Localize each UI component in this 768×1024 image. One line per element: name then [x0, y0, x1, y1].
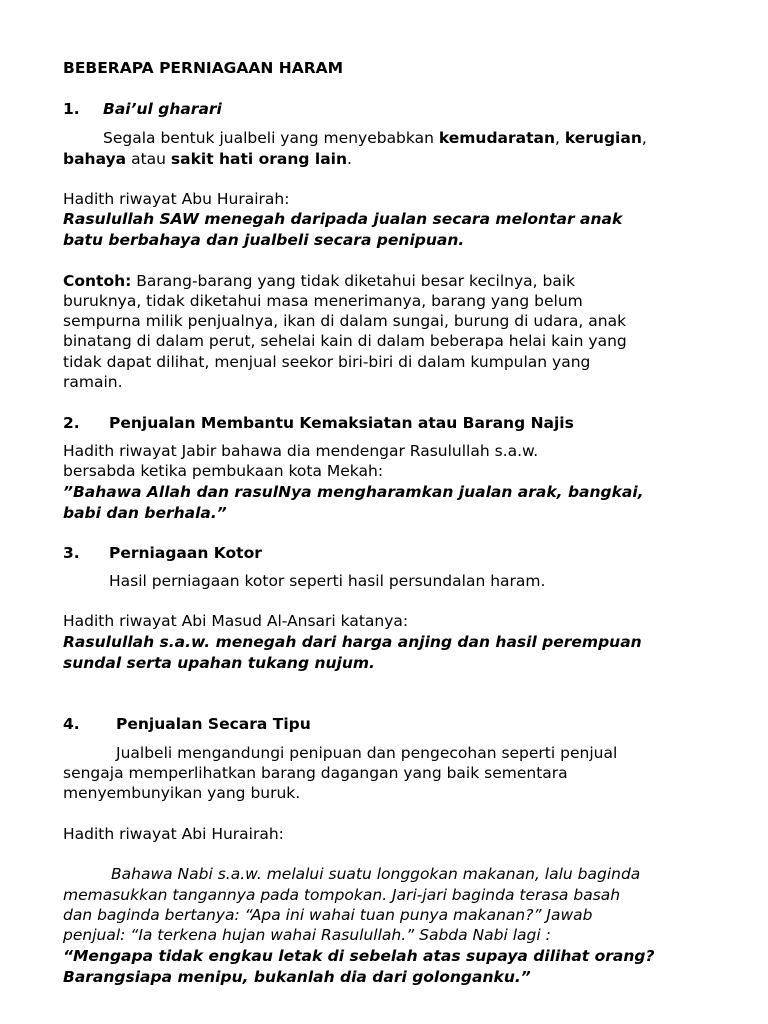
section-4-heading: [63, 714, 311, 734]
section-3-hadith-intro: Hadith riwayat Abi Masud Al-Ansari katanya:: [63, 612, 409, 630]
section-4-title: Penjualan Secara Tipu: [116, 715, 311, 733]
section-4-narration-line-1: Bahawa Nabi s.a.w. melalui suatu longgokan makanan, lalu baginda: [111, 865, 641, 883]
section-2-line-1: Hadith riwayat Jabir bahawa dia mendengar Rasulullah s.a.w.: [63, 442, 539, 460]
section-2-quote-line-1: ”Bahawa Allah dan rasulNya mengharamkan jualan arak, bangkai,: [63, 483, 644, 501]
text-span: ,: [641, 129, 647, 147]
section-4-line-2: sengaja memperlihatkan barang dagangan yang baik sementara: [63, 764, 568, 782]
section-1-paragraph-line-2: [63, 149, 352, 169]
section-2-number: 2.: [63, 414, 80, 432]
text-span: Segala bentuk jualbeli yang menyebabkan: [103, 129, 439, 147]
section-1-heading: [63, 99, 222, 119]
section-4-number: 4.: [63, 715, 80, 733]
section-3-quote-line-2: sundal serta upahan tukang nujum.: [63, 654, 375, 672]
section-4-narration-line-4: penjual: “Ia terkena hujan wahai Rasulullah.” Sabda Nabi lagi :: [63, 926, 551, 944]
section-4-quote-line-1: “Mengapa tidak engkau letak di sebelah atas supaya dilihat orang?: [63, 947, 655, 965]
section-1-hadith-intro: Hadith riwayat Abu Hurairah:: [63, 190, 290, 208]
section-4-line-1: Jualbeli mengandungi penipuan dan pengecohan seperti penjual: [116, 744, 618, 762]
text-span: Barang-barang yang tidak diketahui besar kecilnya, baik: [131, 272, 576, 290]
bold-term-kemudaratan: kemudaratan: [438, 129, 556, 147]
section-1-number: 1.: [63, 100, 80, 118]
section-3-title: Perniagaan Kotor: [109, 544, 262, 562]
section-4-narration-line-2: memasukkan tangannya pada tompokan. Jari-jari baginda terasa basah: [63, 886, 621, 904]
section-1-paragraph-line-1: [103, 128, 647, 148]
section-3-number: 3.: [63, 544, 80, 562]
section-1-hadith-line-1: Rasulullah SAW menegah daripada jualan secara melontar anak: [63, 210, 623, 228]
text-span: .: [347, 150, 352, 168]
document-title: BEBERAPA PERNIAGAAN HARAM: [63, 59, 344, 77]
section-2-heading: [63, 413, 574, 433]
section-1-contoh-line-3: sempurna milik penjualnya, ikan di dalam sungai, burung di udara, anak: [63, 312, 627, 330]
section-4-hadith-intro: Hadith riwayat Abi Hurairah:: [63, 825, 284, 843]
bold-term-bahaya: bahaya: [63, 150, 127, 168]
section-1-contoh-line-6: ramain.: [63, 373, 123, 391]
section-3-line-1: Hasil perniagaan kotor seperti hasil persundalan haram.: [109, 572, 546, 590]
section-3-quote-line-1: Rasulullah s.a.w. menegah dari harga anjing dan hasil perempuan: [63, 633, 642, 651]
section-1-contoh-line-5: tidak dapat dilihat, menjual seekor biri-biri di dalam kumpulan yang: [63, 353, 591, 371]
text-span: ,: [555, 129, 565, 147]
section-2-title: Penjualan Membantu Kemaksiatan atau Barang Najis: [109, 414, 574, 432]
section-2-quote-line-2: babi dan berhala.”: [63, 504, 227, 522]
section-1-contoh-line-4: binatang di dalam perut, sehelai kain di dalam beberapa helai kain yang: [63, 332, 627, 350]
section-1-contoh-line-2: buruknya, tidak diketahui masa menerimanya, barang yang belum: [63, 292, 583, 310]
bold-term-kerugian: kerugian: [564, 129, 642, 147]
section-1-title: Bai’ul gharari: [103, 100, 222, 118]
section-4-narration-line-3: dan baginda bertanya: “Apa ini wahai tuan punya makanan?” Jawab: [63, 906, 593, 924]
text-span: atau: [126, 150, 171, 168]
section-1-contoh-line-1: [63, 271, 575, 291]
section-2-line-2: bersabda ketika pembukaan kota Mekah:: [63, 462, 384, 480]
section-3-heading: [63, 543, 262, 563]
contoh-label: Contoh:: [63, 272, 132, 290]
bold-term-sakit-hati: sakit hati orang lain: [170, 150, 348, 168]
section-4-line-3: menyembunyikan yang buruk.: [63, 784, 301, 802]
section-1-hadith-line-2: batu berbahaya dan jualbeli secara penipuan.: [63, 231, 465, 249]
section-4-quote-line-2: Barangsiapa menipu, bukanlah dia dari golonganku.”: [63, 968, 531, 986]
